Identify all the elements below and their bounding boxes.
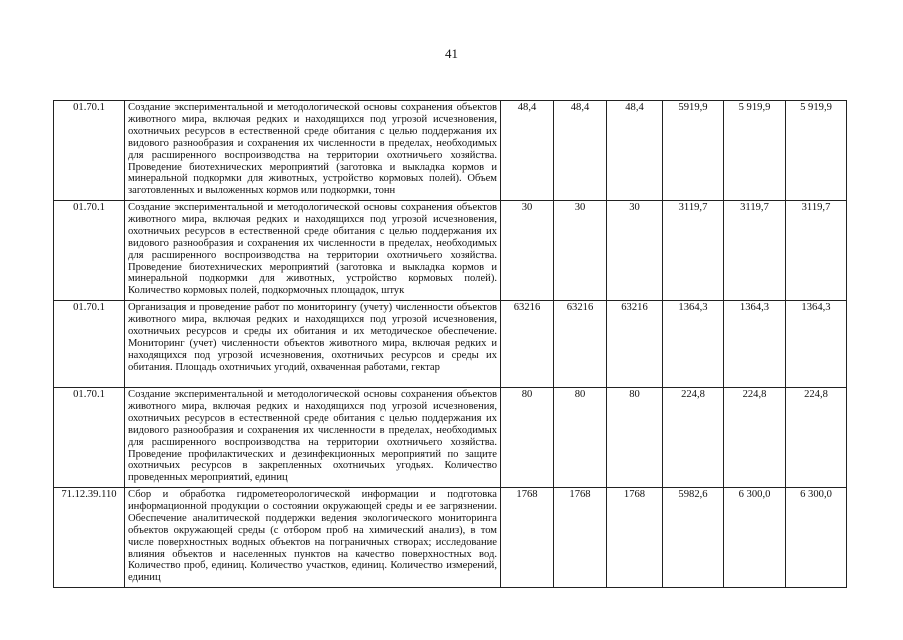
okved-code: 01.70.1 <box>54 101 125 201</box>
value-cell: 80 <box>607 388 663 488</box>
value-cell: 224,8 <box>663 388 724 488</box>
value-cell: 6 300,0 <box>724 488 786 588</box>
table-row <box>54 301 847 388</box>
value-cell: 63216 <box>554 301 607 388</box>
table-row <box>54 201 847 301</box>
row-description: Создание экспериментальной и методологической основы сохранения объектов животного мира, включая редких и находящихся под угрозой исчезновения, охотничьих ресурсов в естественной среде обитания с целью поддержания их видового разнообразия и сохранения их численности в пределах, необходимых для расширенного воспроизводства на территории охотничьего хозяйства. Проведение биотехнических мероприятий (заготовка и выкладка кормов и минеральной подкормки для животных, устройство кормовых полей). Количество кормовых полей, подкормочных площадок, штук <box>125 201 501 301</box>
value-cell: 63216 <box>607 301 663 388</box>
okved-code: 01.70.1 <box>54 201 125 301</box>
row-description: Создание экспериментальной и методологической основы сохранения объектов животного мира, включая редких и находящихся под угрозой исчезновения, охотничьих ресурсов в естественной среде обитания с целью поддержания их видового разнообразия и сохранения их численности в пределах, необходимых для расширенного воспроизводства на территории охотничьего хозяйства. Проведение профилактических и дезинфекционных мероприятий по защите охотничьих ресурсов в закрепленных охотничьих угодьях. Количество проведенных мероприятий, единиц <box>125 388 501 488</box>
okved-code: 01.70.1 <box>54 301 125 388</box>
value-cell: 48,4 <box>501 101 554 201</box>
value-cell: 63216 <box>501 301 554 388</box>
okved-code: 01.70.1 <box>54 388 125 488</box>
table-row <box>54 388 847 488</box>
page-number: 41 <box>445 46 458 61</box>
value-cell: 1768 <box>554 488 607 588</box>
value-cell: 80 <box>501 388 554 488</box>
value-cell: 1768 <box>607 488 663 588</box>
data-table <box>53 100 847 588</box>
row-description: Сбор и обработка гидрометеорологической информации и подготовка информационной продукции о состоянии окружающей среды и ее загрязнении. Обеспечение аналитической поддержки ведения экологического мониторинга объектов окружающей среды (с отбором проб на химический анализ), в том числе поверхностных водных объектов на пограничных створах; исследование влияния объектов и населенных пунктов на качество поверхностных вод. Количество проб, единиц. Количество участков, единиц. Количество измерений, единиц <box>125 488 501 588</box>
row-description: Организация и проведение работ по мониторингу (учету) численности объектов животного мира, включая редких и находящихся под угрозой исчезновения, охотничьих ресурсов и среды их обитания и их методическое обеспечение. Мониторинг (учет) численности объектов животного мира, включая редких и находящихся под угрозой исчезновения, охотничьих ресурсов и среды их обитания. Площадь охотничьих угодий, охваченная работами, гектар <box>125 301 501 388</box>
value-cell: 5 919,9 <box>724 101 786 201</box>
value-cell: 1768 <box>501 488 554 588</box>
value-cell: 3119,7 <box>663 201 724 301</box>
value-cell: 6 300,0 <box>786 488 847 588</box>
value-cell: 80 <box>554 388 607 488</box>
value-cell: 5919,9 <box>663 101 724 201</box>
row-description: Создание экспериментальной и методологической основы сохранения объектов животного мира, включая редких и находящихся под угрозой исчезновения, охотничьих ресурсов в естественной среде обитания с целью поддержания их видового разнообразия и сохранения их численности в пределах, необходимых для расширенного воспроизводства на территории охотничьего хозяйства. Проведение биотехнических мероприятий (заготовка и выкладка кормов и минеральной подкормки для животных, устройство кормовых полей). Объем заготовленных и выложенных кормов или подкормки, тонн <box>125 101 501 201</box>
value-cell: 3119,7 <box>786 201 847 301</box>
value-cell: 5 919,9 <box>786 101 847 201</box>
value-cell: 1364,3 <box>663 301 724 388</box>
value-cell: 48,4 <box>554 101 607 201</box>
value-cell: 224,8 <box>724 388 786 488</box>
okved-code: 71.12.39.110 <box>54 488 125 588</box>
value-cell: 48,4 <box>607 101 663 201</box>
table-row <box>54 488 847 588</box>
value-cell: 1364,3 <box>724 301 786 388</box>
value-cell: 3119,7 <box>724 201 786 301</box>
value-cell: 224,8 <box>786 388 847 488</box>
value-cell: 30 <box>607 201 663 301</box>
table-row <box>54 101 847 201</box>
value-cell: 30 <box>554 201 607 301</box>
value-cell: 30 <box>501 201 554 301</box>
value-cell: 5982,6 <box>663 488 724 588</box>
value-cell: 1364,3 <box>786 301 847 388</box>
